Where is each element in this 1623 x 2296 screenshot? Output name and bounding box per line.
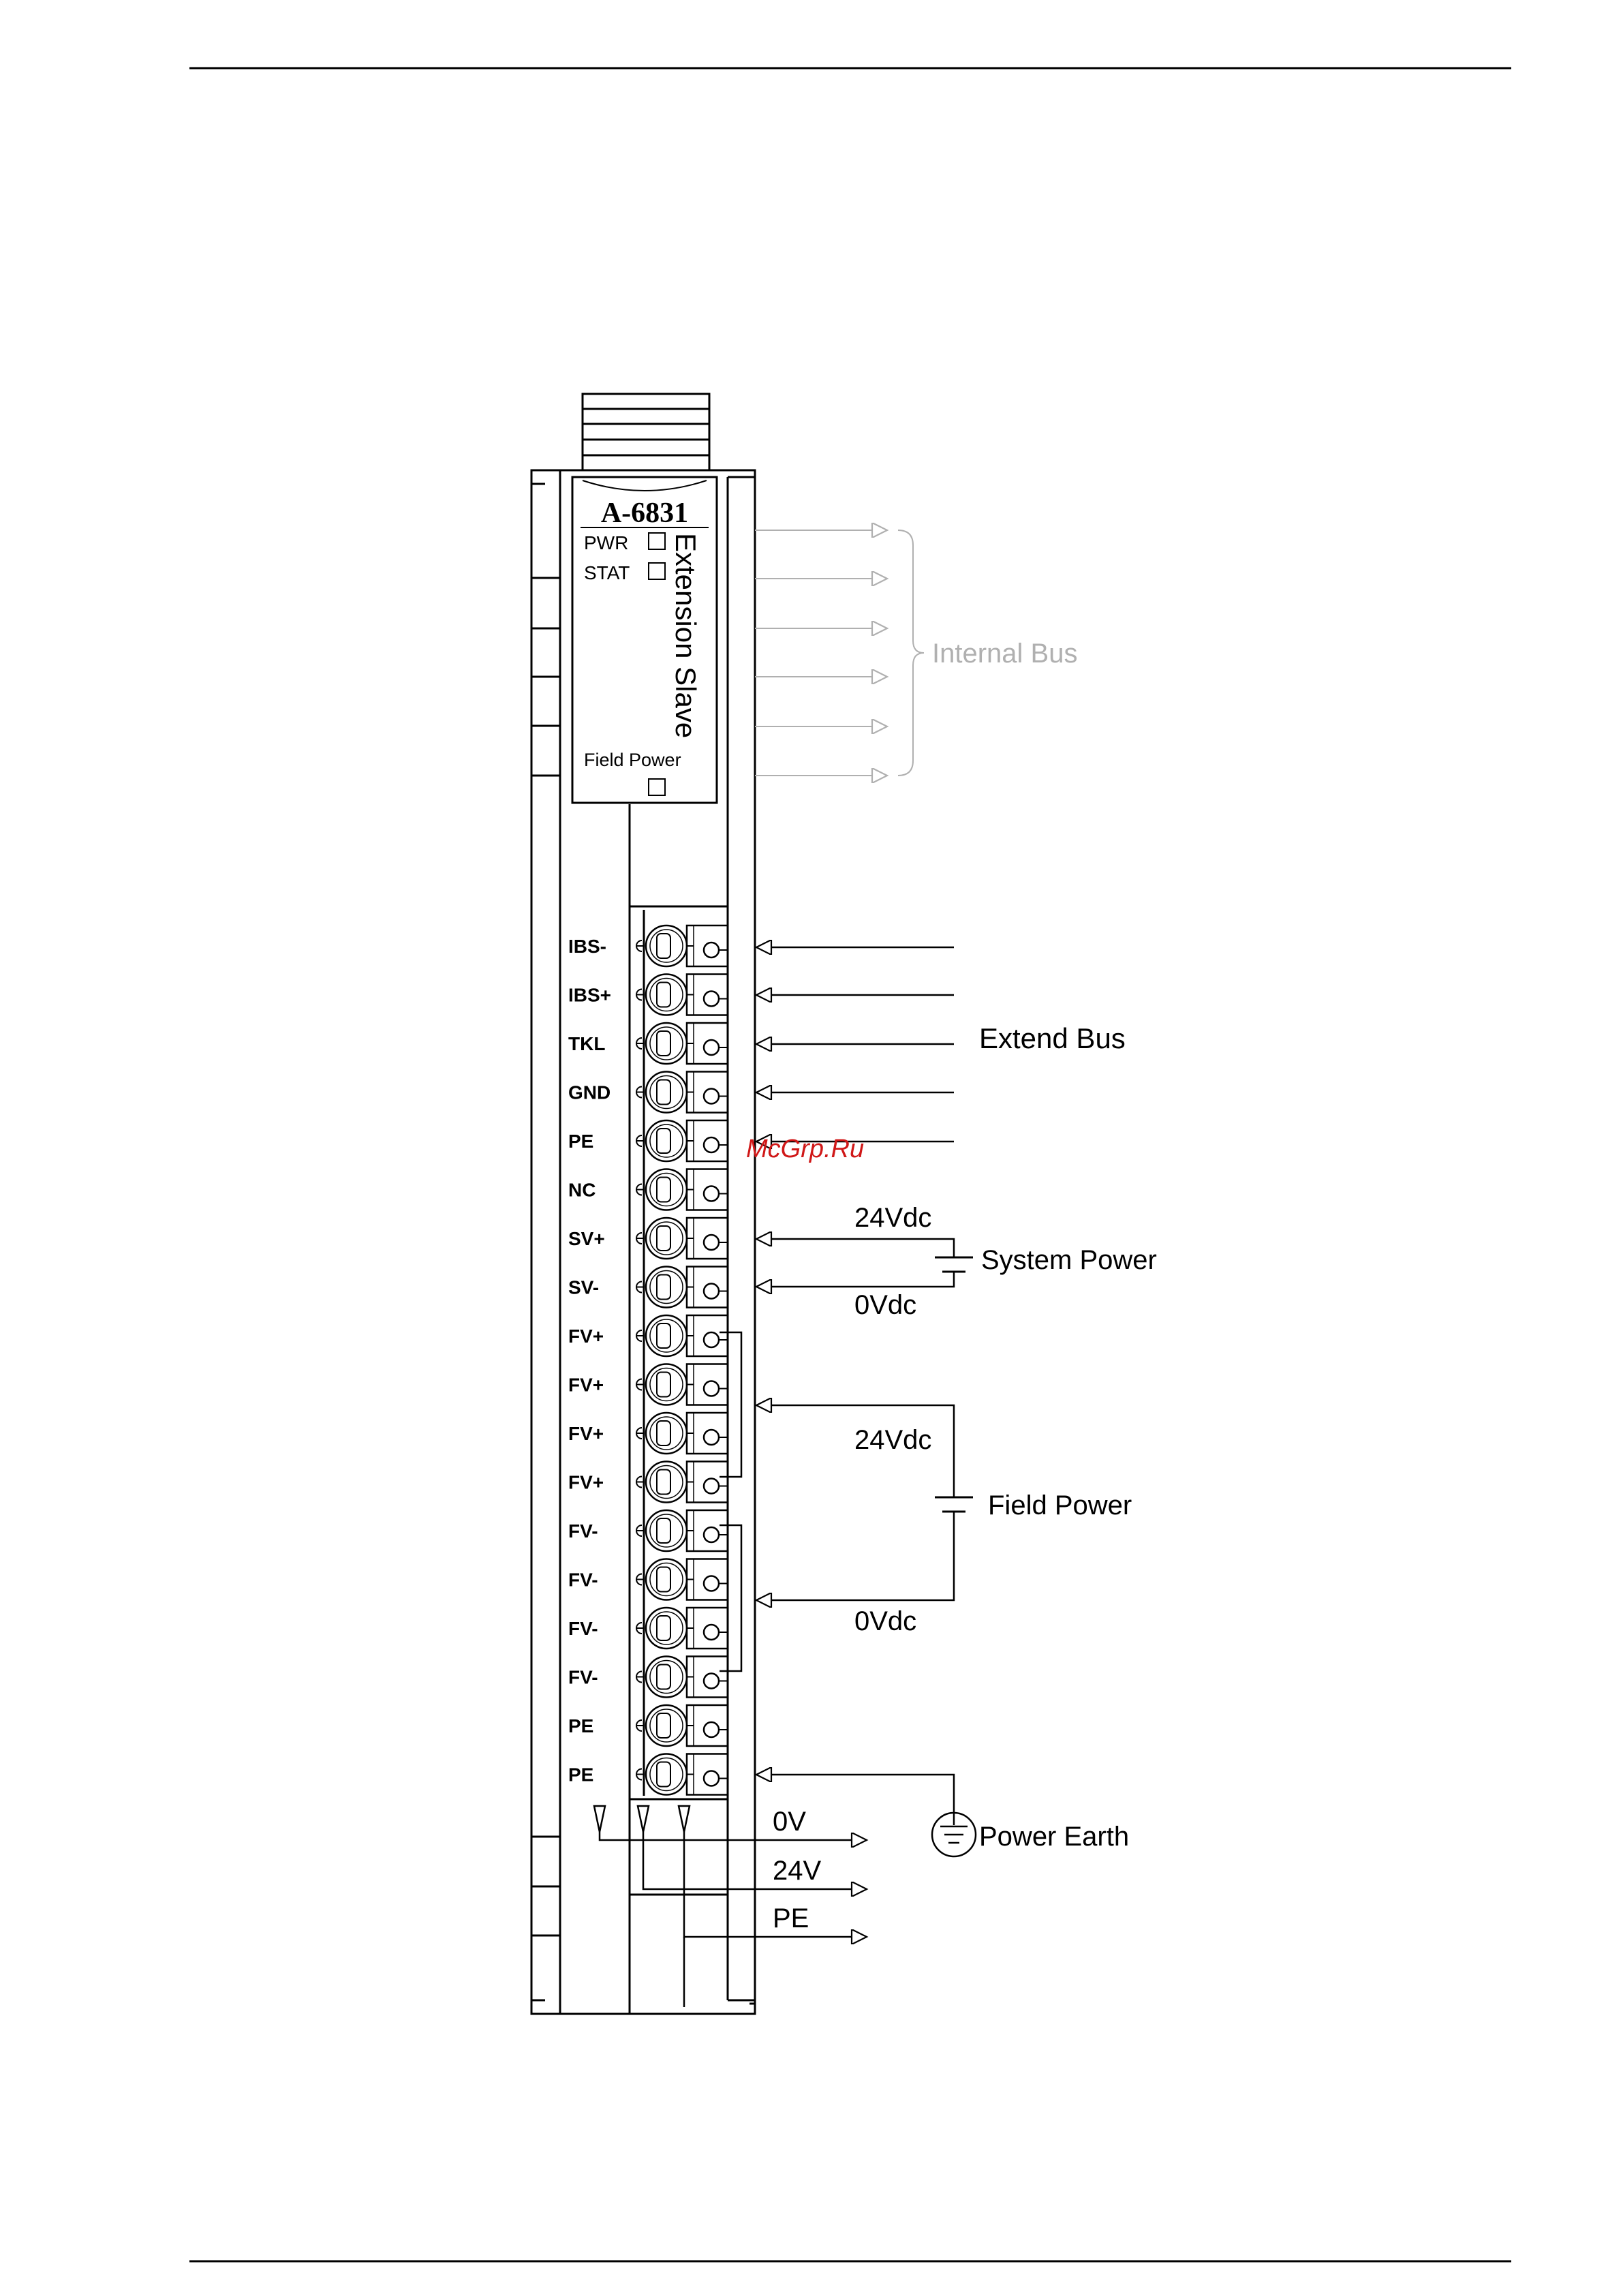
terminal-label: FV+ — [568, 1326, 604, 1347]
terminal-label: FV+ — [568, 1471, 604, 1493]
terminal-row — [568, 1754, 728, 1795]
terminal-row — [568, 1462, 728, 1503]
terminal-row — [568, 1218, 728, 1259]
internal-bus-label: Internal Bus — [932, 639, 1078, 669]
terminal-wire-entry — [704, 1137, 719, 1152]
terminal-wire-entry — [704, 992, 719, 1007]
left-stubs — [531, 578, 560, 1935]
terminal-lever — [646, 925, 687, 966]
terminal-wire-entry — [704, 1381, 719, 1396]
terminal-wire-entry — [704, 1479, 719, 1494]
terminal-wire-entry — [704, 1527, 719, 1542]
rail-0v-label: 0V — [773, 1807, 806, 1837]
terminal-block — [568, 925, 728, 1795]
field-power-0v: 0Vdc — [854, 1606, 917, 1636]
terminal-row — [568, 1364, 728, 1405]
field-power-label: Field Power — [988, 1490, 1132, 1520]
terminal-lever — [646, 1657, 687, 1698]
terminal-label: SV- — [568, 1276, 600, 1298]
terminal-label: PE — [568, 1131, 594, 1152]
terminal-label: IBS- — [568, 936, 606, 957]
rail-pe-label: PE — [773, 1903, 809, 1933]
terminal-wire-entry — [704, 1040, 719, 1055]
terminal-row — [568, 1072, 728, 1113]
terminal-wire-entry — [704, 1187, 719, 1201]
system-power-24v: 24Vdc — [854, 1203, 932, 1233]
terminal-row — [568, 1169, 728, 1210]
terminal-lever — [646, 1754, 687, 1795]
field-power-24v: 24Vdc — [854, 1425, 932, 1455]
terminal-wire-entry — [704, 1284, 719, 1299]
terminal-label: PE — [568, 1715, 594, 1736]
terminal-label: FV- — [568, 1618, 598, 1639]
terminal-row — [568, 1657, 728, 1698]
terminal-row — [568, 975, 728, 1015]
terminal-wire-entry — [704, 1235, 719, 1250]
terminal-wire-entry — [704, 1332, 719, 1347]
terminal-wire-entry — [704, 1674, 719, 1689]
terminal-lever — [646, 1364, 687, 1405]
extend-bus-label: Extend Bus — [979, 1022, 1126, 1054]
internal-bus-lines — [755, 530, 924, 776]
terminal-label: FV- — [568, 1666, 598, 1688]
terminal-label: TKL — [568, 1033, 606, 1054]
field-power-led-label: Field Power — [584, 750, 681, 770]
terminal-row — [568, 1267, 728, 1308]
terminal-label: FV+ — [568, 1423, 604, 1444]
terminal-lever — [646, 1559, 687, 1600]
terminal-row — [568, 1559, 728, 1600]
system-power-wiring — [756, 1239, 973, 1287]
terminal-lever — [646, 975, 687, 1015]
terminal-wire-entry — [704, 943, 719, 958]
stat-label: STAT — [584, 562, 630, 583]
terminal-wire-entry — [704, 1576, 719, 1591]
terminal-wire-entry — [704, 1625, 719, 1640]
terminal-wire-entry — [704, 1722, 719, 1737]
terminal-label: FV+ — [568, 1374, 604, 1396]
terminal-label: GND — [568, 1082, 611, 1103]
terminal-wire-entry — [704, 1089, 719, 1104]
terminal-row — [568, 1510, 728, 1551]
terminal-label: FV- — [568, 1520, 598, 1542]
terminal-wire-entry — [704, 1771, 719, 1786]
terminal-label: SV+ — [568, 1228, 605, 1249]
terminal-lever — [646, 1608, 687, 1649]
terminal-lever — [646, 1413, 687, 1454]
terminal-label: PE — [568, 1764, 594, 1786]
terminal-label: IBS+ — [568, 984, 612, 1006]
terminal-lever — [646, 1169, 687, 1210]
terminal-lever — [646, 1315, 687, 1356]
power-earth-label: Power Earth — [979, 1822, 1130, 1852]
pwr-label: PWR — [584, 532, 629, 553]
terminal-label: FV- — [568, 1569, 598, 1591]
terminal-lever — [646, 1072, 687, 1113]
rail-24v-label: 24V — [773, 1856, 822, 1886]
terminal-row — [568, 1705, 728, 1746]
terminal-row — [568, 1413, 728, 1454]
terminal-lever — [646, 1267, 687, 1308]
watermark: McGrp.Ru — [746, 1135, 865, 1163]
terminal-lever — [646, 1218, 687, 1259]
terminal-row — [568, 925, 728, 966]
terminal-lever — [646, 1462, 687, 1503]
terminal-label: NC — [568, 1179, 596, 1201]
module-title: Extension Slave — [670, 533, 702, 739]
terminal-wire-entry — [704, 1430, 719, 1445]
bottom-rail-wiring — [594, 1806, 867, 2007]
system-power-label: System Power — [981, 1245, 1157, 1275]
terminal-lever — [646, 1023, 687, 1064]
system-power-0v: 0Vdc — [854, 1290, 917, 1320]
terminal-row — [568, 1315, 728, 1356]
terminal-row — [568, 1120, 728, 1161]
terminal-lever — [646, 1510, 687, 1551]
terminal-lever — [646, 1705, 687, 1746]
terminal-row — [568, 1608, 728, 1649]
terminal-lever — [646, 1120, 687, 1161]
model-number: A-6831 — [600, 498, 689, 529]
extend-bus-lines — [756, 947, 954, 1142]
terminal-row — [568, 1023, 728, 1064]
